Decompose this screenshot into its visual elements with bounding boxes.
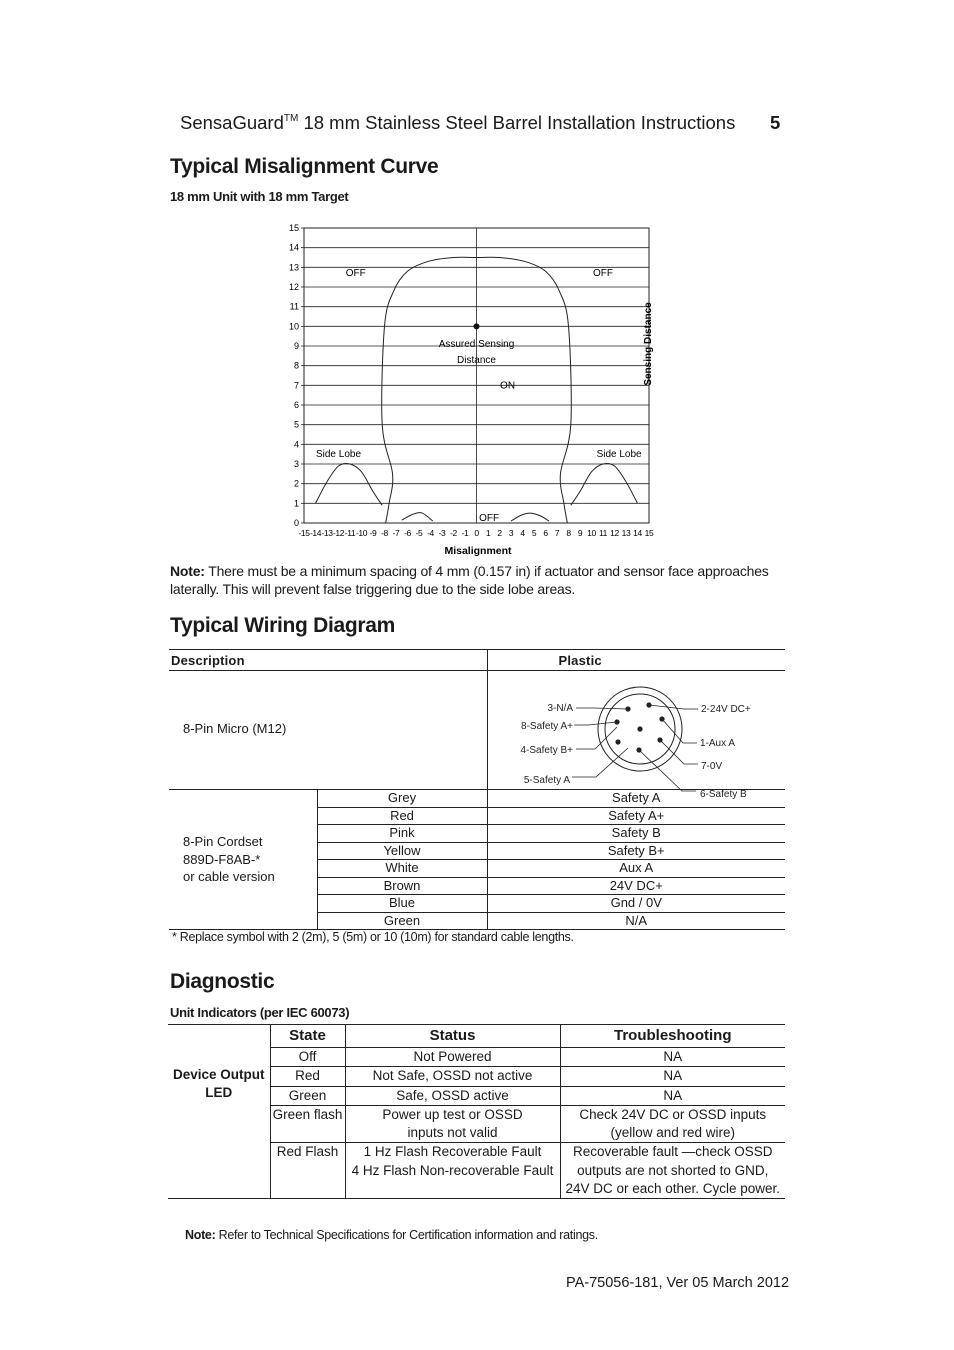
wiring-heading: Typical Wiring Diagram — [170, 614, 396, 637]
diagnostic-note — [185, 1228, 598, 1242]
y-tick-label: 0 — [293, 518, 299, 528]
wire-signal: Gnd / 0V — [487, 895, 785, 913]
col-status: Status — [345, 1025, 560, 1048]
led-troubleshooting — [560, 1086, 785, 1105]
x-tick-label: 4 — [520, 528, 525, 538]
pin1-label: 1-Aux A — [699, 738, 735, 749]
document-header-title — [180, 112, 735, 134]
wire-color: Brown — [317, 877, 487, 895]
wire-signal: Safety A — [487, 790, 785, 808]
misalignment-heading: Typical Misalignment Curve — [170, 155, 439, 178]
y-tick-label: 15 — [288, 223, 299, 233]
series-curve-2 — [571, 463, 638, 505]
chart-annotation: OFF — [479, 513, 500, 525]
y-tick-label: 3 — [293, 459, 299, 469]
led-status-line: 1 Hz Flash Recoverable Fault — [363, 1144, 542, 1160]
wire-color: Blue — [317, 895, 487, 913]
x-tick-label: 15 — [644, 528, 654, 538]
footer-doc-id: PA-75056-181, Ver 05 March 2012 — [566, 1275, 790, 1291]
led-status — [345, 1086, 560, 1105]
misalignment-note — [170, 562, 780, 598]
led-status-line: Not Powered — [413, 1049, 492, 1064]
led-troubleshooting-line: Recoverable fault —check OSSD — [572, 1144, 773, 1160]
pin8-label: 8-Safety A+ — [520, 721, 573, 732]
y-axis-title: Sensing Distance — [643, 302, 654, 386]
y-tick-label: 1 — [293, 498, 299, 509]
chart-annotation: Assured Sensing — [438, 339, 515, 351]
title-brand: SensaGuard — [180, 112, 284, 133]
x-tick-label: 5 — [531, 528, 537, 538]
chart-annotation: Side Lobe — [596, 449, 642, 461]
x-tick-label: 0 — [474, 528, 479, 538]
chart-annotation: Distance — [457, 354, 496, 366]
led-state-line: Green — [288, 1087, 327, 1103]
led-troubleshooting — [560, 1067, 785, 1086]
diagnostic-subheading: Unit Indicators (per IEC 60073) — [170, 1005, 350, 1020]
chart-annotation: OFF — [593, 268, 613, 280]
led-state-line: Green flash — [272, 1106, 343, 1122]
x-axis-title: Misalignment — [444, 545, 512, 557]
device-output-led-label — [168, 1048, 270, 1199]
wire-signal: Safety B+ — [487, 842, 785, 860]
pin5-label: 5-Safety A — [523, 775, 570, 786]
col-state: State — [270, 1025, 345, 1048]
pin7-label: 7-0V — [700, 761, 722, 772]
led-state-line: Red — [295, 1068, 320, 1084]
diagnostic-note-text: Refer to Technical Specifications for Certification information and ratings. — [215, 1228, 598, 1242]
y-tick-label: 11 — [289, 301, 299, 312]
trademark-mark: TM — [283, 113, 299, 124]
led-troubleshooting — [560, 1048, 785, 1067]
cordset-cordset-line3: or cable version — [183, 869, 275, 885]
device-label-line: LED — [205, 1084, 233, 1100]
led-state — [270, 1086, 345, 1105]
wire-color: Yellow — [317, 842, 487, 860]
note-text: There must be a minimum spacing of 4 mm (0.157 in) if actuator and sensor face approaches laterally. This will prevent false triggering due to the side lobe areas. — [170, 563, 769, 597]
pin2-label: 2-24V DC+ — [700, 704, 751, 715]
led-state — [270, 1067, 345, 1086]
y-tick-label: 9 — [293, 341, 299, 351]
led-troubleshooting — [560, 1143, 785, 1199]
pin-leader-lines — [572, 705, 698, 791]
series-curve-1 — [316, 463, 383, 505]
y-tick-label: 10 — [288, 321, 299, 332]
pin4-label: 4-Safety B+ — [519, 745, 573, 756]
led-state — [270, 1143, 345, 1199]
misalignment-subheading: 18 mm Unit with 18 mm Target — [170, 189, 349, 204]
diagnostic-table — [168, 1024, 785, 1199]
x-tick-label: 10 — [587, 528, 596, 538]
pin-5 — [615, 739, 620, 744]
led-state-line: Red Flash — [276, 1144, 339, 1160]
wire-signal: Safety B — [487, 825, 785, 843]
led-troubleshooting-line: 24V DC or each other. Cycle power. — [565, 1181, 781, 1197]
x-tick-label: -7 — [392, 528, 400, 538]
led-troubleshooting-line: (yellow and red wire) — [610, 1125, 736, 1141]
col-plastic: Plastic — [487, 650, 785, 671]
led-status — [345, 1105, 560, 1143]
micro-connector-label: 8-Pin Micro (M12) — [183, 721, 287, 736]
y-tick-label: 12 — [288, 282, 299, 292]
led-status-line: Not Safe, OSSD not active — [372, 1068, 533, 1084]
led-troubleshooting-line: NA — [663, 1068, 683, 1084]
x-tick-label: -11 — [344, 528, 356, 538]
cordset-cordset-line1: 8-Pin Cordset — [183, 834, 263, 850]
page-number: 5 — [770, 112, 781, 133]
x-tick-label: -12 — [332, 528, 345, 538]
series-curve-3 — [402, 513, 433, 521]
led-troubleshooting — [560, 1105, 785, 1143]
chart-annotation: Side Lobe — [315, 449, 362, 461]
x-tick-label: -15 — [298, 528, 310, 538]
x-tick-label: -9 — [369, 528, 377, 538]
cordset-cordset-line2: 889D-F8AB-* — [183, 851, 261, 867]
note-label: Note: — [170, 563, 205, 579]
x-tick-label: -3 — [438, 528, 446, 538]
device-label-line: Device Output — [172, 1066, 265, 1082]
wire-color: White — [317, 860, 487, 878]
col-description: Description — [169, 650, 487, 671]
y-tick-label: 13 — [288, 262, 299, 273]
led-state — [270, 1105, 345, 1143]
x-tick-label: 2 — [497, 528, 502, 538]
wire-signal: N/A — [487, 912, 785, 930]
wiring-footnote: * Replace symbol with 2 (2m), 5 (5m) or 10 (10m) for standard cable lengths. — [172, 930, 574, 944]
x-tick-label: 6 — [543, 528, 548, 538]
y-tick-label: 5 — [293, 419, 299, 430]
connector-pins — [614, 702, 664, 752]
x-tick-label: -2 — [450, 528, 457, 538]
x-tick-label: -8 — [381, 528, 388, 538]
chart-annotation: OFF — [345, 268, 366, 280]
led-status-line: Power up test or OSSD — [382, 1106, 523, 1122]
led-state-line: Off — [298, 1049, 317, 1064]
diagnostic-heading: Diagnostic — [170, 970, 275, 993]
wire-signal: 24V DC+ — [487, 877, 785, 895]
x-tick-label: 3 — [508, 528, 514, 538]
chart-annotation: ON — [500, 380, 516, 392]
misalignment-chart — [260, 215, 680, 565]
blank-header — [168, 1025, 270, 1048]
y-tick-label: 6 — [293, 400, 299, 410]
x-tick-label: -10 — [355, 528, 368, 538]
wire-color: Grey — [317, 790, 487, 808]
led-status — [345, 1143, 560, 1199]
led-status-line: inputs not valid — [407, 1125, 498, 1141]
pin6-label: 6-Safety B — [699, 789, 747, 800]
wire-signal: Safety A+ — [487, 807, 785, 825]
x-tick-label: 9 — [577, 528, 583, 538]
led-troubleshooting-line: Check 24V DC or OSSD inputs — [579, 1106, 767, 1122]
y-tick-label: 14 — [288, 242, 299, 253]
led-status — [345, 1048, 560, 1067]
x-tick-label: 14 — [633, 528, 642, 538]
wire-color: Pink — [317, 825, 487, 843]
wire-color: Red — [317, 807, 487, 825]
x-tick-label: 1 — [485, 528, 491, 538]
led-troubleshooting-line: NA — [663, 1087, 683, 1103]
led-state — [270, 1048, 345, 1067]
x-tick-label: -14 — [309, 528, 322, 538]
y-tick-label: 7 — [293, 380, 299, 391]
y-tick-label: 4 — [293, 439, 299, 450]
x-tick-label: -5 — [415, 528, 423, 538]
wire-signal: Aux A — [487, 860, 785, 878]
x-tick-label: -1 — [461, 528, 469, 538]
x-tick-label: -4 — [427, 528, 434, 538]
x-tick-label: 12 — [610, 528, 619, 538]
wire-color: Green — [317, 912, 487, 930]
y-tick-label: 8 — [293, 360, 299, 371]
x-tick-label: 11 — [598, 528, 608, 538]
col-troubleshooting: Troubleshooting — [560, 1025, 785, 1048]
pin-center — [637, 726, 642, 731]
led-status — [345, 1067, 560, 1086]
assured-sensing-point — [474, 323, 480, 329]
diagnostic-note-label: Note: — [185, 1228, 216, 1242]
x-tick-label: 13 — [621, 528, 631, 538]
led-troubleshooting-line: NA — [663, 1049, 683, 1064]
diagnostic-row — [168, 1048, 785, 1067]
led-status-line: Safe, OSSD active — [396, 1087, 509, 1103]
wiring-table — [169, 649, 785, 930]
x-tick-label: 7 — [554, 528, 560, 538]
m12-connector-diagram — [488, 671, 786, 800]
cordset-description — [169, 790, 317, 930]
pin3-label: 3-N/A — [546, 703, 573, 714]
x-tick-label: -13 — [321, 528, 333, 538]
x-tick-label: -6 — [404, 528, 411, 538]
y-tick-label: 2 — [293, 478, 299, 489]
title-rest: 18 mm Stainless Steel Barrel Installation Instructions — [298, 112, 736, 133]
series-curve-4 — [511, 513, 549, 521]
led-troubleshooting-line: outputs are not shorted to GND, — [577, 1162, 769, 1178]
wiring-row — [169, 790, 785, 808]
led-status-line: 4 Hz Flash Non-recoverable Fault — [351, 1162, 554, 1178]
x-tick-label: 8 — [566, 528, 571, 538]
